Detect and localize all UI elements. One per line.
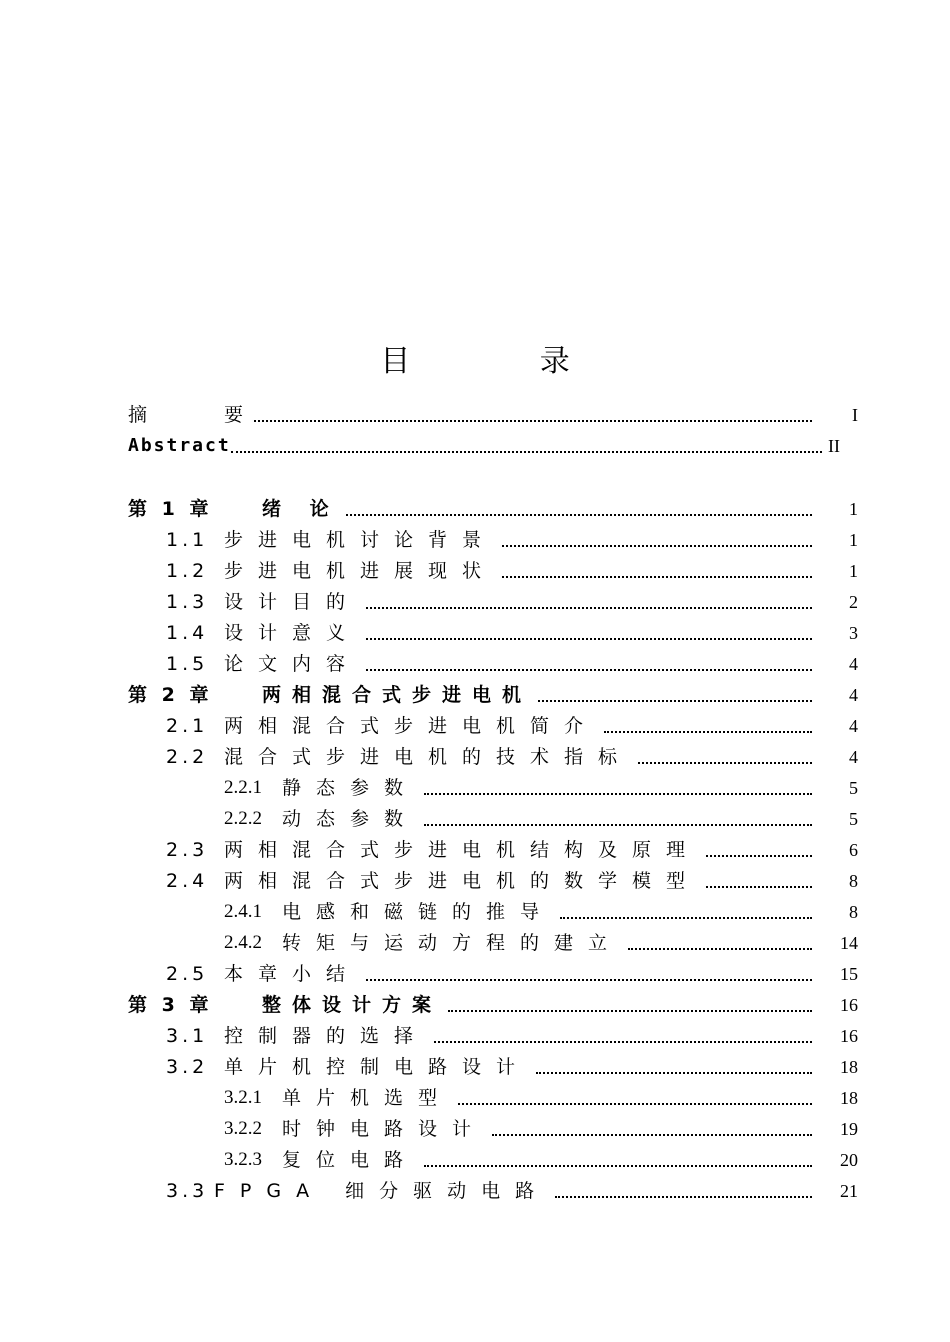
toc-entry-number: 1.5 [166, 653, 209, 675]
toc-leader-dots [424, 793, 812, 795]
toc-leader-dots [638, 762, 812, 764]
toc-entry-number: 3.2.1 [224, 1087, 262, 1108]
toc-entry-subsection[interactable] [128, 930, 858, 956]
toc-entry-page: 18 [840, 1057, 858, 1077]
toc-entry-section[interactable] [128, 713, 858, 739]
toc-entry-section[interactable] [128, 837, 858, 863]
toc-entry-text: 绪 论 [262, 498, 340, 520]
toc-entry-section[interactable] [128, 868, 858, 894]
toc-entry-text: 整体设计方案 [262, 994, 443, 1016]
toc-entry-page: 1 [849, 561, 858, 581]
toc-entry-subsection[interactable] [128, 1085, 858, 1111]
toc-entry-text: 论文内容 [224, 653, 361, 675]
toc-entry-text: 单片机控制电路设计 [224, 1056, 531, 1078]
toc-entry-text: 两相混合式步进电机的数学模型 [224, 870, 701, 892]
toc-entry-number: 3.2.3 [224, 1149, 262, 1170]
toc-entry-page: 1 [849, 499, 858, 519]
toc-leader-dots [231, 451, 822, 453]
toc-entry-number: 2.2.2 [224, 808, 262, 829]
toc-leader-dots [538, 700, 812, 702]
toc-entry-number: 第 2 章 [128, 684, 213, 706]
toc-entry-page: 4 [849, 654, 858, 674]
toc-entry-page: 14 [840, 933, 858, 953]
toc-entry-section[interactable] [128, 558, 858, 584]
toc-entry-chapter-2[interactable] [128, 682, 858, 708]
toc-entry-number: 2.4.1 [224, 901, 262, 922]
toc-entry-section[interactable] [128, 651, 858, 677]
toc-leader-dots [502, 576, 812, 578]
toc-entry-number: 1.2 [166, 560, 209, 582]
toc-title: 目 录 [380, 344, 630, 379]
toc-entry-text: 要 [224, 404, 255, 426]
toc-entry-page: 8 [849, 902, 858, 922]
toc-entry-text: 复位电路 [282, 1149, 419, 1171]
toc-leader-dots [448, 1010, 812, 1012]
toc-entry-subsection[interactable] [128, 899, 858, 925]
toc-leader-dots [492, 1134, 812, 1136]
toc-entry-chapter-3[interactable] [128, 992, 858, 1018]
toc-entry-page: I [852, 405, 858, 425]
toc-entry-page: 20 [840, 1150, 858, 1170]
toc-entry-section[interactable] [128, 961, 858, 987]
toc-leader-dots [434, 1041, 812, 1043]
toc-entry-number: 摘 [128, 404, 148, 426]
toc-entry-page: 3 [849, 623, 858, 643]
toc-leader-dots [604, 731, 812, 733]
toc-leader-dots [560, 917, 812, 919]
toc-leader-dots [366, 979, 812, 981]
toc-entry-text: 动态参数 [282, 808, 419, 830]
toc-entry-text: 单片机选型 [282, 1087, 453, 1109]
toc-entry-page: 1 [849, 530, 858, 550]
toc-entry-section[interactable] [128, 1023, 858, 1049]
toc-entry-text: 步进电机讨论背景 [224, 529, 497, 551]
toc-entry-page: 5 [849, 809, 858, 829]
toc-leader-dots [366, 669, 812, 671]
toc-entry-text: 时钟电路设计 [282, 1118, 487, 1140]
toc-entry-page: 21 [840, 1181, 858, 1201]
toc-entry-page: 5 [849, 778, 858, 798]
toc-entry-number: 第 3 章 [128, 994, 213, 1016]
toc-entry-abstract-en[interactable] [128, 433, 858, 459]
toc-entry-subsection[interactable] [128, 1116, 858, 1142]
toc-leader-dots [628, 948, 812, 950]
toc-entry-number: 2.5 [166, 963, 209, 985]
toc-entry-page: 15 [840, 964, 858, 984]
toc-leader-dots [254, 420, 812, 422]
toc-entry-subsection[interactable] [128, 1147, 858, 1173]
toc-entry-number: 1.3 [166, 591, 209, 613]
toc-entry-number: 3.3 [166, 1180, 209, 1202]
toc-entry-section[interactable] [128, 744, 858, 770]
toc-entry-number: 3.2 [166, 1056, 209, 1078]
toc-entry-subsection[interactable] [128, 806, 858, 832]
toc-leader-dots [346, 514, 812, 516]
toc-entry-number: 2.4 [166, 870, 209, 892]
toc-leader-dots [366, 607, 812, 609]
toc-entry-text: 两相混合式步进电机简介 [224, 715, 599, 737]
toc-entry-text: 本章小结 [224, 963, 361, 985]
toc-entry-abstract-cn[interactable] [128, 402, 858, 428]
toc-entry-number: 第 1 章 [128, 498, 213, 520]
toc-entry-page: 6 [849, 840, 858, 860]
toc-entry-page: 16 [840, 1026, 858, 1046]
toc-entry-section[interactable] [128, 1178, 858, 1204]
toc-leader-dots [458, 1103, 812, 1105]
toc-leader-dots [424, 1165, 812, 1167]
toc-entry-number: 2.2.1 [224, 777, 262, 798]
toc-entry-number: 1.4 [166, 622, 209, 644]
toc-entry-number: 2.4.2 [224, 932, 262, 953]
toc-entry-text: 设计目的 [224, 591, 361, 613]
toc-leader-dots [555, 1196, 812, 1198]
toc-entry-text: 设计意义 [224, 622, 361, 644]
toc-entry-text: 两相混合式步进电机 [262, 684, 533, 706]
toc-entry-text: 静态参数 [282, 777, 419, 799]
toc-entry-page: 18 [840, 1088, 858, 1108]
toc-entry-number: 2.1 [166, 715, 209, 737]
toc-entry-text: 混合式步进电机的技术指标 [224, 746, 633, 768]
toc-entry-page: II [828, 436, 840, 456]
toc-entry-number: 3.1 [166, 1025, 209, 1047]
toc-entry-page: 4 [849, 685, 858, 705]
toc-entry-page: 19 [840, 1119, 858, 1139]
toc-leader-dots [536, 1072, 812, 1074]
toc-entry-section[interactable] [128, 620, 858, 646]
toc-entry-number: 2.2 [166, 746, 209, 768]
toc-entry-number: 2.3 [166, 839, 209, 861]
toc-entry-page: 4 [849, 747, 858, 767]
toc-entry-text: 电感和磁链的推导 [282, 901, 555, 923]
toc-entry-section[interactable] [128, 527, 858, 553]
toc-entry-chapter-1[interactable] [128, 496, 858, 522]
toc-entry-text: 转矩与运动方程的建立 [282, 932, 623, 954]
toc-entry-subsection[interactable] [128, 775, 858, 801]
toc-entry-page: 16 [840, 995, 858, 1015]
toc-entry-text: 步进电机进展现状 [224, 560, 497, 582]
toc-entry-page: 2 [849, 592, 858, 612]
toc-entry-page: 8 [849, 871, 858, 891]
toc-leader-dots [706, 886, 812, 888]
toc-leader-dots [424, 824, 812, 826]
toc-leader-dots [706, 855, 812, 857]
toc-entry-section[interactable] [128, 589, 858, 615]
toc-leader-dots [502, 545, 812, 547]
toc-entry-section[interactable] [128, 1054, 858, 1080]
toc-entry-text: Abstract [128, 435, 231, 456]
toc-entry-text: 控制器的选择 [224, 1025, 429, 1047]
toc-entry-page: 4 [849, 716, 858, 736]
toc-entry-text: 两相混合式步进电机结构及原理 [224, 839, 701, 861]
toc-entry-number: 1.1 [166, 529, 209, 551]
toc-leader-dots [366, 638, 812, 640]
toc-entry-text: FPGA 细分驱动电路 [214, 1180, 550, 1202]
toc-entry-number: 3.2.2 [224, 1118, 262, 1139]
